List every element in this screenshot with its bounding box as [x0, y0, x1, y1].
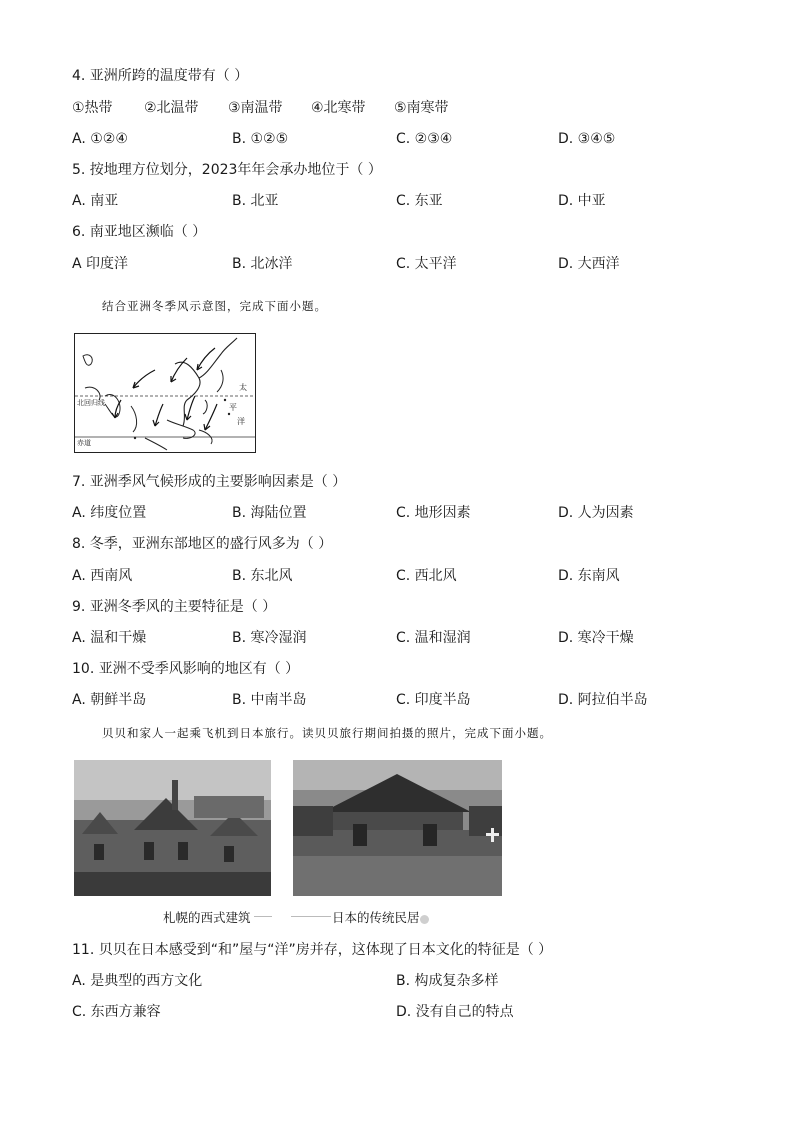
question-4-stem: 4. 亚洲所跨的温度带有（ ） — [72, 68, 249, 84]
q4-option-a: A. ①②④ — [72, 131, 128, 147]
q7-option-d: D. 人为因素 — [558, 505, 634, 521]
q11-option-a: A. 是典型的西方文化 — [72, 973, 203, 989]
question-7-stem: 7. 亚洲季风气候形成的主要影响因素是（ ） — [72, 474, 347, 490]
pacific-label-yang: 洋 — [237, 417, 245, 426]
caption-rule-right — [291, 916, 331, 917]
q6-option-d: D. 大西洋 — [558, 256, 620, 272]
q7-option-a: A. 纬度位置 — [72, 505, 147, 521]
question-9-stem: 9. 亚洲冬季风的主要特征是（ ） — [72, 599, 277, 615]
equator-label: 赤道 — [77, 439, 91, 447]
q9-option-c: C. 温和湿润 — [396, 630, 471, 646]
caption-rule-left — [254, 916, 272, 917]
q10-option-c: C. 印度半岛 — [396, 692, 471, 708]
photo-sapporo-western-building — [74, 760, 271, 896]
q10-option-a: A. 朝鲜半岛 — [72, 692, 147, 708]
q5-option-a: A. 南亚 — [72, 193, 119, 209]
q6-option-b: B. 北冰洋 — [232, 256, 293, 272]
caption-left: 札幌的西式建筑 — [163, 910, 251, 925]
map-drawing — [75, 334, 255, 452]
question-6-stem: 6. 南亚地区濒临（ ） — [72, 224, 207, 240]
marker-dot — [420, 915, 429, 924]
q4-item-5: ⑤南寒带 — [394, 100, 449, 116]
q4-option-b: B. ①②⑤ — [232, 131, 289, 147]
photo-japanese-traditional-house — [293, 760, 502, 896]
map-intro-text: 结合亚洲冬季风示意图，完成下面小题。 — [102, 299, 327, 313]
question-11-stem: 11. 贝贝在日本感受到“和”屋与“洋”房并存，这体现了日本文化的特征是（ ） — [72, 942, 553, 958]
tropic-label: 北回归线 — [77, 399, 105, 407]
pacific-label-tai: 太 — [239, 383, 247, 392]
q8-option-d: D. 东南风 — [558, 568, 620, 584]
q4-item-3: ③南温带 — [228, 100, 283, 116]
q9-option-a: A. 温和干燥 — [72, 630, 147, 646]
caption-right: 日本的传统民居 — [332, 910, 420, 925]
question-10-stem: 10. 亚洲不受季风影响的地区有（ ） — [72, 661, 300, 677]
q5-option-d: D. 中亚 — [558, 193, 606, 209]
q4-option-c: C. ②③④ — [396, 131, 453, 147]
q10-option-d: D. 阿拉伯半岛 — [558, 692, 648, 708]
q6-option-c: C. 太平洋 — [396, 256, 457, 272]
q8-option-c: C. 西北风 — [396, 568, 457, 584]
q11-option-b: B. 构成复杂多样 — [396, 973, 499, 989]
q4-option-d: D. ③④⑤ — [558, 131, 616, 147]
q9-option-d: D. 寒冷干燥 — [558, 630, 634, 646]
pacific-label-ping: 平 — [229, 403, 237, 412]
asia-winter-monsoon-map — [74, 333, 256, 453]
q8-option-a: A. 西南风 — [72, 568, 133, 584]
q5-option-c: C. 东亚 — [396, 193, 443, 209]
question-5-stem: 5. 按地理方位划分，2023年年会承办地位于（ ） — [72, 162, 382, 178]
question-8-stem: 8. 冬季，亚洲东部地区的盛行风多为（ ） — [72, 536, 333, 552]
q4-item-4: ④北寒带 — [311, 100, 366, 116]
q7-option-c: C. 地形因素 — [396, 505, 471, 521]
q11-option-d: D. 没有自己的特点 — [396, 1004, 514, 1020]
q11-option-c: C. 东西方兼容 — [72, 1004, 161, 1020]
photo-intro-text: 贝贝和家人一起乘飞机到日本旅行。读贝贝旅行期间拍摄的照片，完成下面小题。 — [102, 726, 552, 740]
q4-item-1: ①热带 — [72, 100, 113, 116]
q7-option-b: B. 海陆位置 — [232, 505, 307, 521]
q8-option-b: B. 东北风 — [232, 568, 293, 584]
q5-option-b: B. 北亚 — [232, 193, 279, 209]
q6-option-a: A 印度洋 — [72, 256, 129, 272]
q4-item-2: ②北温带 — [144, 100, 199, 116]
q9-option-b: B. 寒冷湿润 — [232, 630, 307, 646]
q10-option-b: B. 中南半岛 — [232, 692, 307, 708]
